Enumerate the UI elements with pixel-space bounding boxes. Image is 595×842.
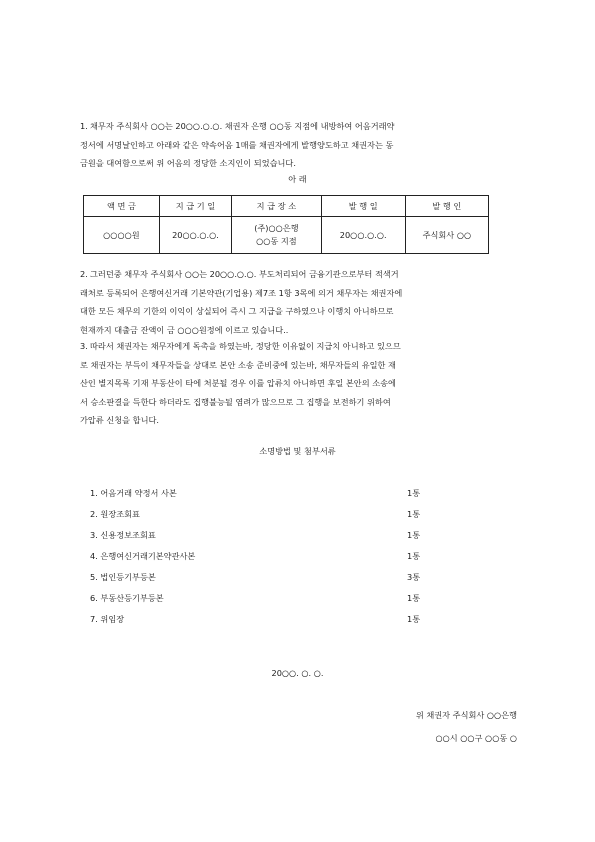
attachment-quantity: 1통 xyxy=(407,593,421,603)
evidence-heading: 소명방법 및 첨부서류 xyxy=(259,446,336,456)
header-due-date: 지 급 기 일 xyxy=(159,196,231,217)
attachment-quantity: 1통 xyxy=(407,488,421,498)
paragraph-3-line: 산인 별지목록 기재 부동산이 타에 처분될 경우 이를 압류치 아니하면 후일 본안의 소송에 xyxy=(80,378,396,388)
table-header-row xyxy=(84,196,489,217)
list-item xyxy=(90,530,430,551)
header-issue-date: 발 행 일 xyxy=(321,196,405,217)
attachment-list xyxy=(90,488,430,635)
header-issuer: 발 행 인 xyxy=(405,196,488,217)
header-amount: 액 면 금 xyxy=(84,196,160,217)
cell-due-date: 20○○.○.○. xyxy=(159,217,231,254)
below-heading: 아 래 xyxy=(288,174,307,184)
paragraph-3-line: 따라서 채권자는 채무자에게 독촉을 하였는바, 정당한 이유없이 지급치 아니하고 있으므 xyxy=(90,341,401,351)
paragraph-3-number: 3. xyxy=(80,341,88,351)
paragraph-2-line: 현재까지 대출금 잔액이 금 ○○○원정에 이르고 있습니다.. xyxy=(80,324,289,335)
list-item xyxy=(90,488,430,509)
cell-amount: ○○○○원 xyxy=(84,217,160,254)
paragraph-3-line: 가압류 신청을 합니다. xyxy=(80,415,159,425)
table-row xyxy=(84,217,489,254)
creditor-address: ○○시 ○○구 ○○동 ○ xyxy=(435,733,517,743)
list-item xyxy=(90,614,430,635)
document-date: 20○○. ○. ○. xyxy=(271,668,324,678)
attachment-label: 4. 은행여신거래기본약관사본 xyxy=(90,551,196,561)
paragraph-1-line: 채무자 주식회사 ○○는 20○○.○.○. 채권자 은행 ○○동 지점에 내방하여 어음거래약 xyxy=(90,121,395,131)
attachment-label: 6. 부동산등기부등본 xyxy=(90,593,164,603)
attachment-label: 3. 신용정보조회표 xyxy=(90,530,156,540)
attachment-label: 1. 어음거래 약정서 사본 xyxy=(90,488,177,498)
attachment-quantity: 1통 xyxy=(407,551,421,561)
payment-place-bank: (주)○○은행 xyxy=(254,223,299,233)
paragraph-2-line: 그러던중 채무자 주식회사 ○○는 20○○.○.○. 부도처리되어 금융기관으로부터 적색거 xyxy=(90,269,399,279)
attachment-label: 5. 법인등기부등본 xyxy=(90,572,156,582)
attachment-label: 2. 원장조회표 xyxy=(90,509,140,519)
paragraph-2-line: 래처로 등록되어 은행여신거래 기본약관(기업용) 제7조 1항 3목에 의거 채무자는 채권자에 xyxy=(80,287,403,298)
list-item xyxy=(90,572,430,593)
promissory-note-table xyxy=(83,195,489,254)
cell-payment-place xyxy=(232,217,321,254)
cell-issue-date: 20○○.○.○. xyxy=(321,217,405,254)
attachment-quantity: 1통 xyxy=(407,530,421,540)
attachment-quantity: 3통 xyxy=(407,572,421,582)
paragraph-1-line: 정서에 서명날인하고 아래와 같은 약속어음 1매를 채권자에게 발행양도하고 채권자는 동 xyxy=(80,139,394,150)
paragraph-1 xyxy=(80,117,538,173)
list-item xyxy=(90,551,430,572)
paragraph-3-line: 서 승소판결을 득한다 하더라도 집행불능될 염려가 많으므로 그 집행을 보전하기 위하여 xyxy=(80,396,391,407)
paragraph-1-number: 1. xyxy=(80,121,88,131)
paragraph-2-number: 2. xyxy=(80,269,88,279)
header-payment-place: 지 급 장 소 xyxy=(232,196,321,217)
attachment-label: 7. 위임장 xyxy=(90,614,125,624)
list-item xyxy=(90,509,430,530)
cell-issuer: 주식회사 ○○ xyxy=(405,217,488,254)
payment-place-branch: ○○동 지점 xyxy=(256,236,297,246)
paragraph-2-line: 대한 모든 채무의 기한의 이익이 상실되어 즉시 그 지급을 구하였으나 이행치 아니하므로 xyxy=(80,306,394,316)
paragraph-3-line: 로 채권자는 부득이 채무자들을 상대로 본안 소송 준비중에 있는바, 채무자들의 유일한 재 xyxy=(80,359,396,370)
list-item xyxy=(90,593,430,614)
paragraph-3 xyxy=(80,337,538,430)
paragraph-2 xyxy=(80,265,538,339)
attachment-quantity: 1통 xyxy=(407,614,421,624)
paragraph-1-line: 금원을 대여함으로써 위 어음의 정당한 소지인이 되었습니다. xyxy=(80,158,296,168)
creditor-signature: 위 채권자 주식회사 ○○은행 xyxy=(415,710,517,720)
attachment-quantity: 1통 xyxy=(407,509,421,519)
